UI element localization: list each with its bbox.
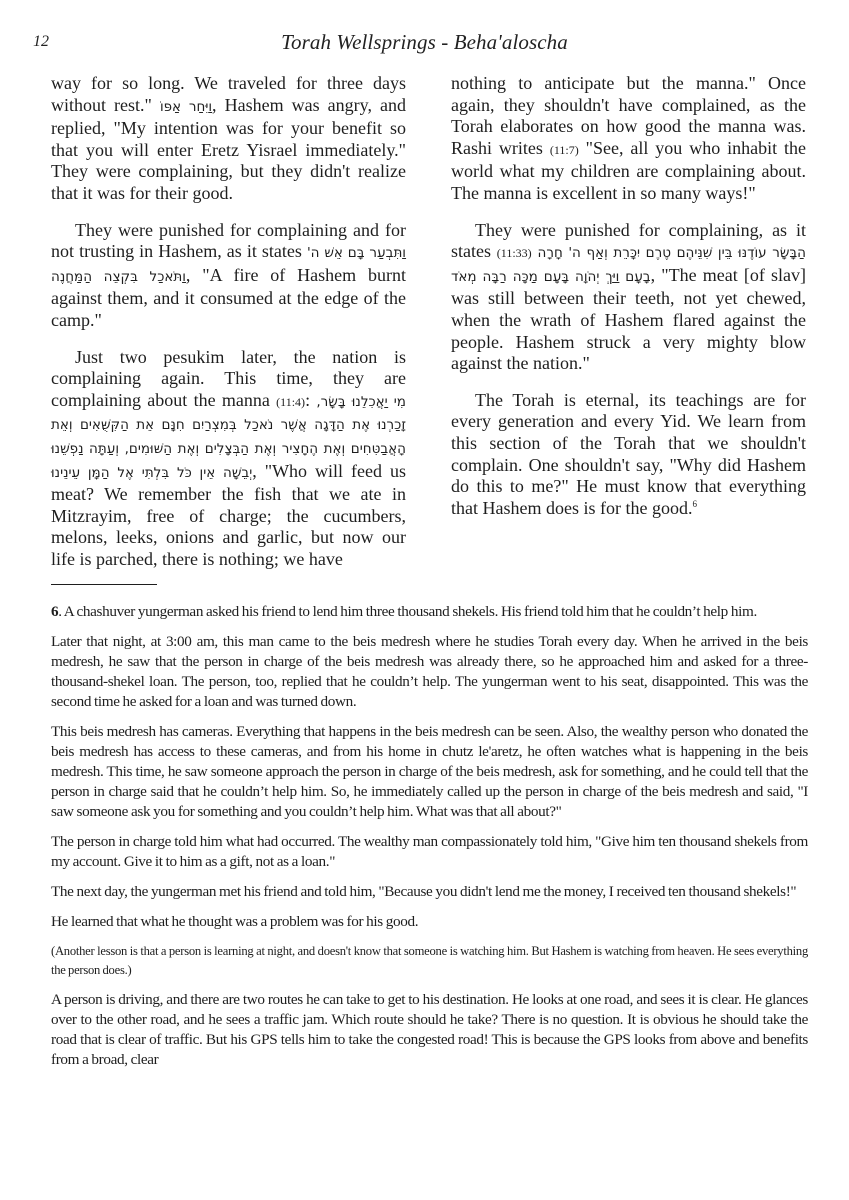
text: , Hashem was angry, and replied, "My intention was for your benefit so that you will enter Eretz Yisrael immediately." They were complaining, but they didn't realize that it was for their good.: [51, 94, 407, 203]
hebrew-quote: מִי יַאֲכִלֵנוּ בָּשָׂר, זָכַרְנוּ אֶת הַדָּגָה אֲשֶׁר נֹאכַל בְּמִצְרַיִם חִנָּם אֵת הַקִּשֻּׁאִים וְאֵת הָאֲבַטִּחִים וְאֶת הֶחָצִיר וְאֶת הַבְּצָלִים וְאֶת הַשּׁוּמִים, וְעַתָּה נַפְשֵׁנוּ יְבֵשָׁה אֵין כֹּל בִּלְתִּי אֶל הַמָּן עֵינֵינוּ: [51, 393, 406, 481]
text: nothing to anticipate but the manna." Once again, they shouldn't have complained, as the Torah elaborates on how good the manna was. Rashi writes: [451, 73, 806, 158]
paragraph: [451, 390, 806, 520]
verse-reference: (11:33): [496, 246, 532, 261]
text: :: [305, 389, 317, 410]
verse-reference: (11:4): [276, 394, 306, 409]
running-title: Torah Wellsprings - Beha'aloscha: [281, 30, 568, 54]
paragraph: [51, 73, 406, 205]
text: The Torah is eternal, its teachings are for every generation and every Yid. We learn from this section of the Torah that we shouldn't complain. One shouldn't say, "Why did Hashem do this to me?" He must know that everything that Hashem does is for the good.: [451, 389, 806, 518]
footnote-paragraph: This beis medresh has cameras. Everything that happens in the beis medresh can be seen. Also, the wealthy person who donated the beis medresh has access to these cameras, and from his home in chutz le'aretz, he often watches what is happening in the beis medresh. This time, he saw someone approach the person in charge of the beis medresh, ask for something, and he could tell that the person in charge said that he couldn’t help him. So, he immediately called up the person in charge of the beis medresh and said, "I saw someone ask you for something and you couldn’t help him. What was that all about?": [51, 723, 808, 820]
footnote-reference[interactable]: 6: [692, 498, 697, 509]
text: . A chashuver yungerman asked his friend to lend him three thousand shekels. His friend told him that he couldn’t help him.: [58, 603, 757, 620]
footnote-number: 6: [51, 603, 59, 620]
paragraph: [51, 220, 406, 332]
text: They were punished for complaining, as it states: [451, 219, 806, 262]
right-column: [451, 73, 806, 585]
footnote-divider: [51, 584, 157, 585]
text: Just two pesukim later, the nation is complaining again. This time, they are complaining about the manna: [51, 346, 406, 410]
text: "See, all you who inhabit the world what my children are complaining about. The manna is excellent in so many ways!": [451, 137, 807, 203]
footnote-paragraph: He learned that what he thought was a problem was for his good.: [51, 913, 419, 930]
footnote-paragraph: The next day, the yungerman met his friend and told him, "Because you didn't lend me the money, I received ten thousand shekels!": [51, 883, 797, 900]
verse-reference: (11:7): [549, 142, 579, 157]
text: They were punished for complaining and for not trusting in Hashem, as it states: [51, 219, 406, 262]
text: way for so long. We traveled for three days without rest.": [51, 73, 406, 115]
hebrew-quote: וַיִּחַר אַפּוֹ: [159, 98, 213, 115]
hebrew-quote: וַתִּבְעַר בָּם אֵשׁ ה' וַתֹּאכַל בִּקְצֵה הַמַּחֲנֶה: [51, 245, 406, 285]
paragraph: [451, 220, 806, 375]
paragraph: [451, 73, 806, 205]
footnote-paragraph: [51, 602, 808, 622]
text: , "The meat [of slav] was still between their teeth, not yet chewed, when the wrath of Hashem flared against the people. Hashem struck a very mighty blow against the nation.": [451, 264, 806, 374]
paragraph: [51, 347, 406, 571]
footnote-paragraph: A person is driving, and there are two routes he can take to get to his destination. He looks at one road, and sees it is clear. He glances over to the other road, and he sees a traffic jam. Which route should he take? There is no question. It is obvious he should take the road that is clear of traffic. But his GPS tells him to take the congested road! This is because the GPS looks from above and benefits from a broad, clear: [51, 991, 808, 1068]
footnote-paragraph: Later that night, at 3:00 am, this man came to the beis medresh where he studies Torah every day. When he arrived in the beis medresh, he saw that the person in charge of the beis medresh was already there, so he approached him and asked for a three-thousand-shekel loan. The person, too, replied that he couldn’t help. The yungerman went to his seat, disappointed. This was the second time he asked for a loan and was turned down.: [51, 633, 808, 710]
text: , "A fire of Hashem burnt against them, and it consumed at the edge of the camp.": [51, 264, 406, 330]
left-column: [51, 73, 406, 585]
page-number: 12: [33, 33, 49, 50]
hebrew-quote: הַבָּשָׂר עוֹדֶנּוּ בֵּין שִׁנֵּיהֶם טֶרֶם יִכָּרֵת וְאַף ה' חָרָה בָעָם וַיַּךְ יְהֹוָה בָּעָם מַכָּה רַבָּה מְאֹד: [451, 245, 807, 285]
text: , "Who will feed us meat? We remember the fish that we ate in Mitzrayim, free of charge; the cucumbers, melons, leeks, onions and garlic, but now our life is parched, there is nothing; we have: [51, 460, 406, 569]
footnote-section: [51, 602, 808, 1080]
footnote-aside: (Another lesson is that a person is learning at night, and doesn't know that someone is watching him. But Hashem is watching from heaven. He sees everything the person does.): [51, 944, 808, 977]
footnote-paragraph: The person in charge told him what had occurred. The wealthy man compassionately told him, "Give him ten thousand shekels from my account. Give it to him as a gift, not as a loan.": [51, 833, 808, 870]
body-columns: [51, 73, 806, 585]
